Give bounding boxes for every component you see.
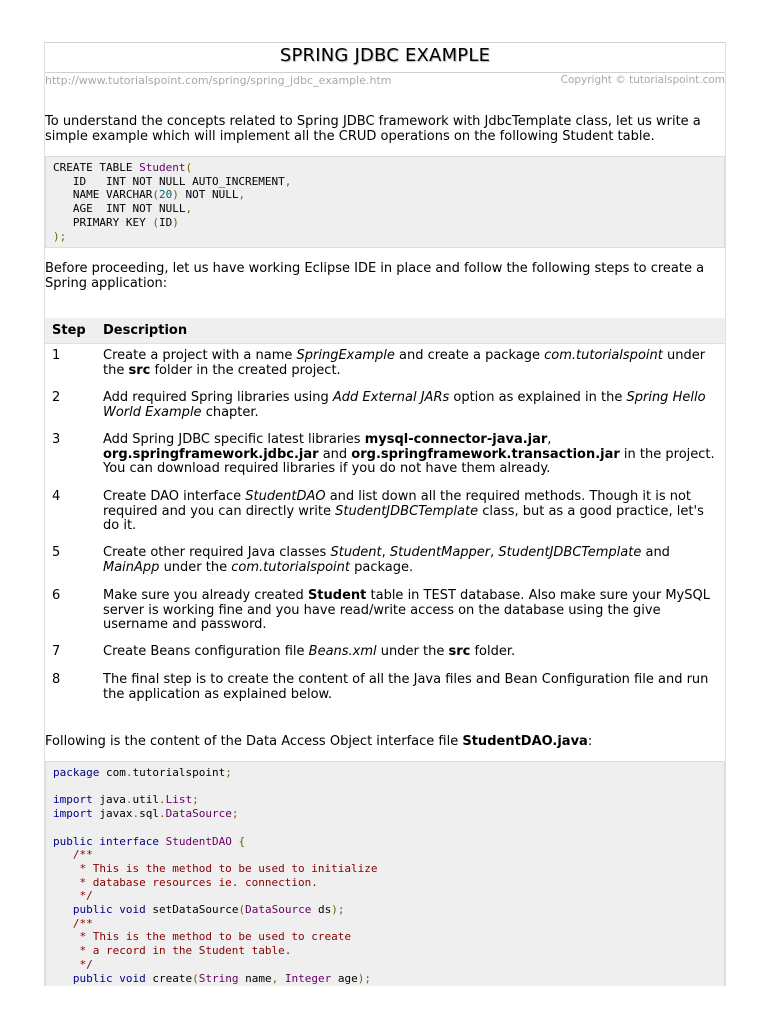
title-bar bbox=[45, 42, 725, 73]
step-description: The final step is to create the content of all the Java files and Bean Configuration file and run the application as explained below. bbox=[103, 672, 709, 702]
step-description: Add required Spring libraries using Add External JARs option as explained in the Spring Hello World Example chapter. bbox=[103, 390, 706, 420]
page-title: SPRING JDBC EXAMPLE bbox=[279, 45, 491, 66]
intro-paragraph: To understand the concepts related to Spring JDBC framework with JdbcTemplate class, let us write a simple example which will implement all the CRUD operations on the following Student table. bbox=[45, 114, 701, 144]
java-code-block: package com.tutorialspoint; import java.util.List; import javax.sql.DataSource; public interface StudentDAO { /** * This is the method to be used to initialize * database resources ie. connection. */ public void setDataSource(DataSource ds); /** * This is the method to be used to create * a record in the Student table. */ public void create(String name, Integer age); bbox=[45, 761, 725, 986]
document-page bbox=[44, 42, 726, 986]
source-url[interactable]: http://www.tutorialspoint.com/spring/spring_jdbc_example.htm bbox=[45, 74, 392, 87]
step-description: Make sure you already created Student table in TEST database. Also make sure your MySQL server is working fine and you have read/write access on the database using the give username and password. bbox=[103, 588, 710, 632]
step-description: Create DAO interface StudentDAO and list down all the required methods. Though it is not required and you can directly write StudentJDBCTemplate class, but as a good practice, let's do it. bbox=[103, 489, 704, 533]
sql-code-block: CREATE TABLE Student( ID INT NOT NULL AUTO_INCREMENT, NAME VARCHAR(20) NOT NULL, AGE INT NOT NULL, PRIMARY KEY (ID) ); bbox=[45, 156, 725, 248]
copyright-notice: Copyright © tutorialspoint.com bbox=[560, 74, 725, 86]
step-column-header: Step bbox=[52, 323, 86, 338]
following-paragraph: Following is the content of the Data Access Object interface file StudentDAO.java: bbox=[45, 734, 593, 749]
steps-table-header bbox=[45, 318, 725, 344]
step-description: Create Beans configuration file Beans.xml under the src folder. bbox=[103, 644, 516, 659]
before-paragraph: Before proceeding, let us have working Eclipse IDE in place and follow the following steps to create a Spring application: bbox=[45, 261, 705, 291]
step-description: Add Spring JDBC specific latest libraries mysql-connector-java.jar, org.springframework.jdbc.jar and org.springframework.transaction.jar in the project. You can download required libraries if you do not have them already. bbox=[103, 432, 715, 476]
steps-table: Step Description 1 Create a project with a name SpringExample and create a package com.tutorialspoint under the src folder in the created project. 2 Add required Spring libraries using Add External JARs option as explained in the Spring Hello World Example chapter. 3 Add Spring JDBC specific latest libraries mysql-connector-java.jar, org.springframework.jdbc.jar and org.springframework.transaction.jar in the project. You can download required libraries if you do not have them already. 4 Create DAO interface StudentDAO and list down all the required methods. Though it is not required and you can directly write StudentJDBCTemplate class, but as a good practice, let's do it. 5 Create other required Java classes Student, StudentMapper, StudentJDBCTemplate and MainApp under the com.tutorialspoint package. 6 Make sure you already created Student table in TEST database. Also make sure your MySQL server is working fine and you have read/write access on the database using the give username and password. 7 Create Beans configuration file Beans.xml under the src folder. 8 The final step is to create the content of all the Java files and Bean Configuration file and run the application as explained below. bbox=[45, 318, 725, 344]
step-description: Create a project with a name SpringExample and create a package com.tutorialspoint under the src folder in the created project. bbox=[103, 348, 706, 378]
description-column-header: Description bbox=[103, 323, 188, 338]
step-description: Create other required Java classes Student, StudentMapper, StudentJDBCTemplate and MainApp under the com.tutorialspoint package. bbox=[103, 545, 670, 575]
